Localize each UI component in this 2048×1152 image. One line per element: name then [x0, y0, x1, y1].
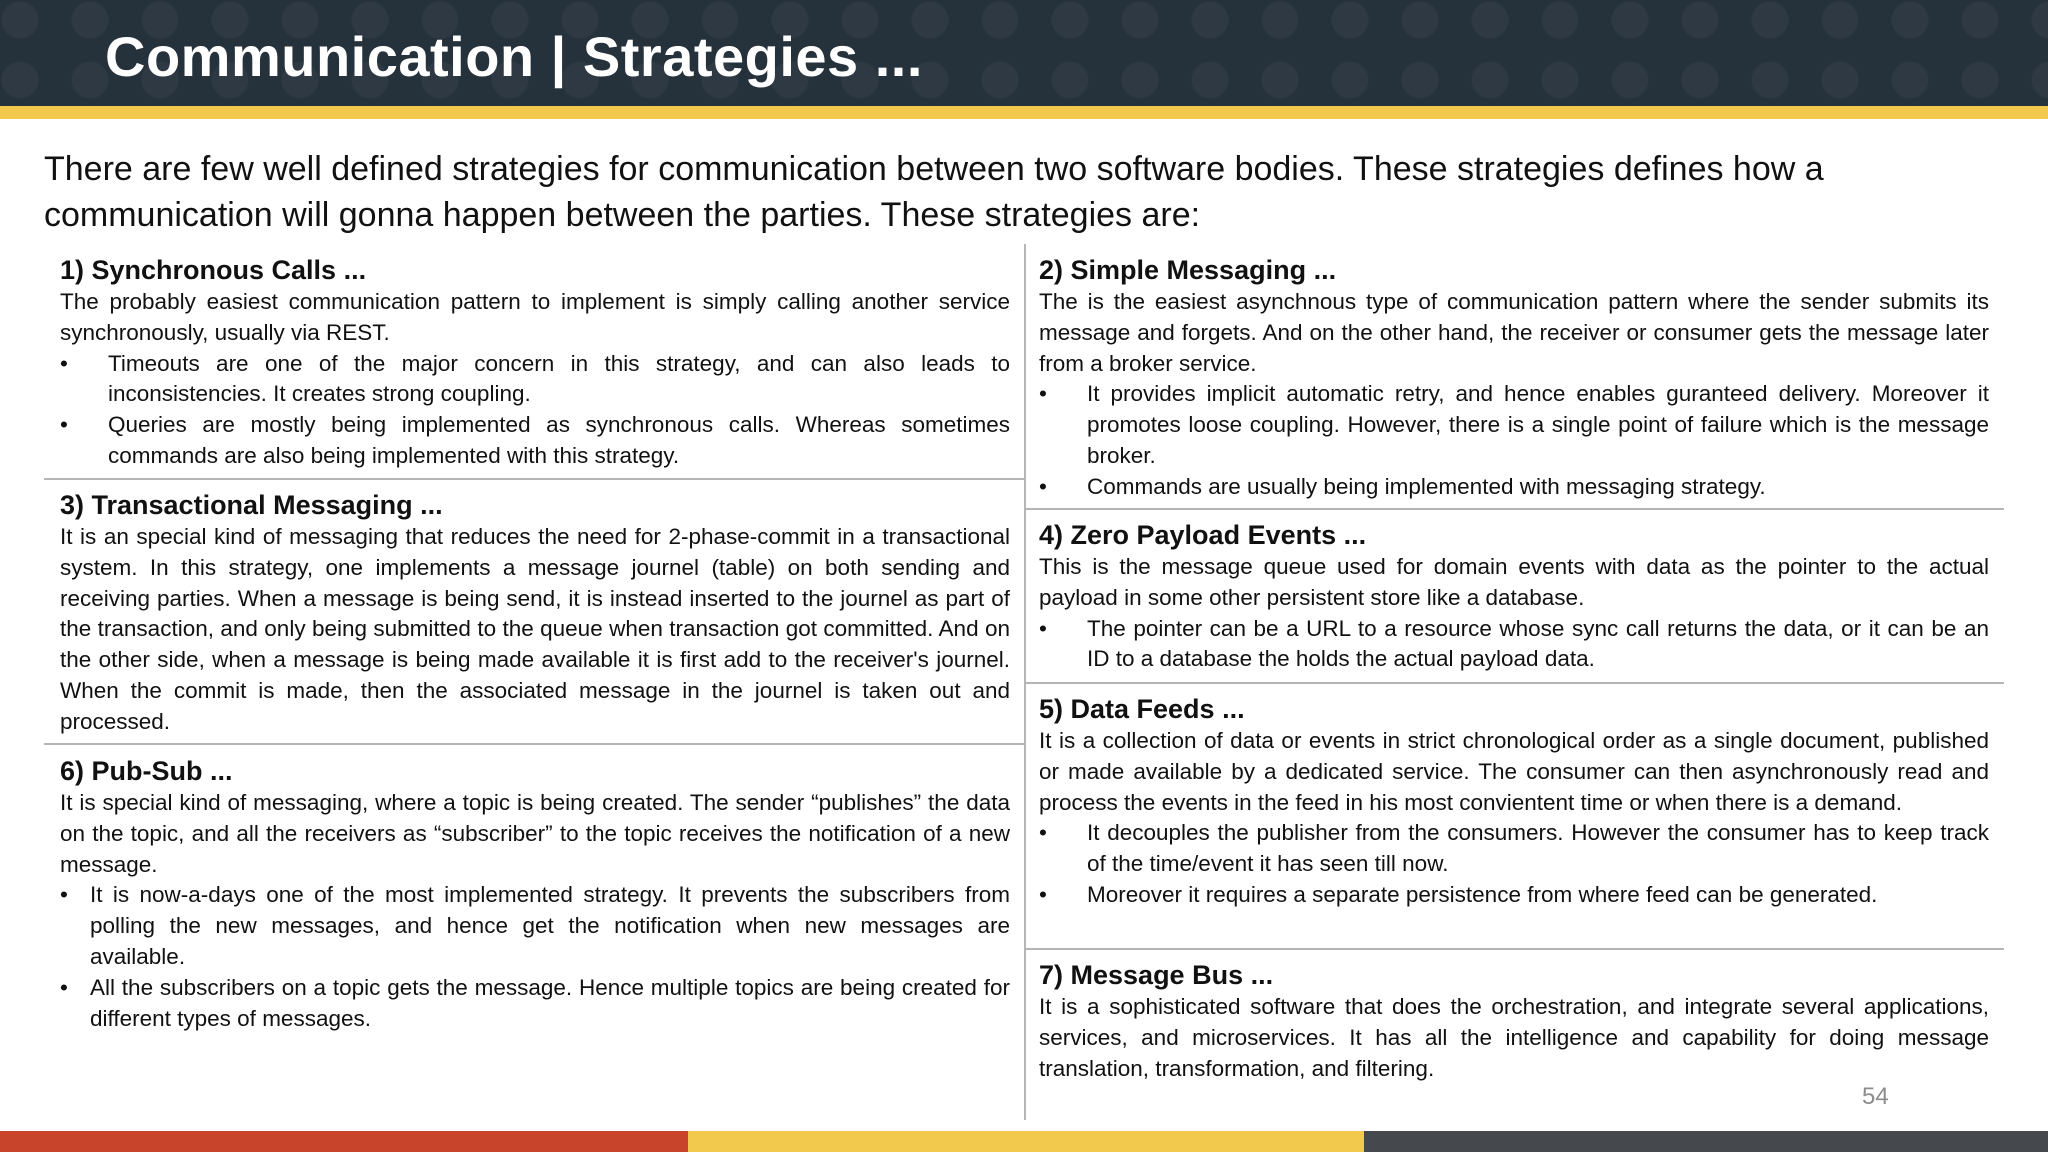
- bullet-icon: •: [1039, 820, 1047, 846]
- bullet-icon: •: [1039, 881, 1047, 907]
- bullet-list: [60, 349, 1010, 472]
- section-text: It is a sophisticated software that does the orchestration, and integrate several applications, services, and microservices. It has all the intelligence and capability for doing message translation, transformation, and filtering.: [1039, 994, 1989, 1081]
- bullet-list: [60, 880, 1010, 1034]
- section-text: This is the message queue used for domain events with data as the pointer to the actual payload in some other persistent store like a database.: [1039, 554, 1989, 610]
- bullet-text: It is now-a-days one of the most implemented strategy. It prevents the subscribers from polling the new messages, and hence get the notification when new messages are available.: [90, 882, 1010, 969]
- bullet-icon: •: [60, 350, 68, 376]
- list-item: [1039, 472, 1989, 503]
- bullet-text: It decouples the publisher from the consumers. However the consumer has to keep track of the time/event it has seen till now.: [1087, 820, 1989, 877]
- section-title: 1) Synchronous Calls ...: [60, 255, 367, 285]
- section-title: 2) Simple Messaging ...: [1039, 255, 1337, 285]
- footer-segment-gray: [1364, 1131, 2048, 1152]
- list-item: [60, 410, 1010, 472]
- divider-right-1: [1025, 508, 2004, 510]
- bullet-text: The pointer can be a URL to a resource whose sync call returns the data, or it can be an ID to a database the holds the actual payload data.: [1087, 615, 1989, 672]
- section-title: 3) Transactional Messaging ...: [60, 490, 443, 520]
- bullet-text: It provides implicit automatic retry, and hence enables guranteed delivery. Moreover it promotes loose coupling. However, there is a single point of failure which is the message broker.: [1087, 381, 1989, 468]
- list-item: [1039, 614, 1989, 676]
- bullet-icon: •: [1039, 473, 1047, 499]
- bullet-icon: •: [60, 412, 68, 438]
- bullet-list: [1039, 379, 1989, 502]
- list-item: [60, 349, 1010, 411]
- list-item: [60, 973, 1010, 1035]
- section-text: The is the easiest asynchnous type of communication pattern where the sender submits its message and forgets. And on the other hand, the receiver or consumer gets the message later from a broker service.: [1039, 289, 1989, 376]
- intro-paragraph: There are few well defined strategies for communication between two software bodies. These strategies defines how a communication will gonna happen between the parties. These strategies are:: [44, 150, 1824, 234]
- section-title: 6) Pub-Sub ...: [60, 756, 233, 786]
- section-text: It is a collection of data or events in strict chronological order as a single document, published or made available by a dedicated service. The consumer can then asynchronously read and process the events in the feed in his most convientent time or when there is a demand.: [1039, 728, 1989, 815]
- bullet-text: Timeouts are one of the major concern in this strategy, and can also leads to inconsistencies. It creates strong coupling.: [108, 350, 1010, 407]
- bullet-icon: •: [60, 974, 68, 1000]
- header-accent-bar: [0, 106, 2048, 119]
- divider-left-1: [44, 478, 1024, 480]
- section-text: The probably easiest communication pattern to implement is simply calling another service synchronously, usually via REST.: [60, 289, 1010, 345]
- bullet-text: Queries are mostly being implemented as synchronous calls. Whereas sometimes commands are also being implemented with this strategy.: [108, 412, 1010, 468]
- bullet-icon: •: [1039, 615, 1047, 641]
- section-zero-payload-events: [1039, 518, 1989, 675]
- list-item: [1039, 379, 1989, 471]
- bullet-icon: •: [60, 882, 68, 908]
- bullet-text: Moreover it requires a separate persistence from where feed can be generated.: [1087, 881, 1878, 907]
- footer-segment-yellow: [688, 1131, 1364, 1152]
- section-title: 7) Message Bus ...: [1039, 960, 1274, 990]
- section-message-bus: [1039, 958, 1989, 1084]
- divider-right-2: [1025, 682, 2004, 684]
- list-item: [60, 880, 1010, 972]
- section-simple-messaging: [1039, 253, 1989, 503]
- section-transactional-messaging: [60, 488, 1010, 738]
- list-item: [1039, 880, 1989, 911]
- divider-right-3: [1025, 948, 2004, 950]
- divider-left-2: [44, 743, 1024, 745]
- slide-header: [0, 0, 2048, 106]
- section-text: It is an special kind of messaging that reduces the need for 2-phase-commit in a transactional system. In this strategy, one implements a message journel (table) on both sending and receiving parties. When a message is being send, it is instead inserted to the journel as part of the transaction, and only being submitted to the queue when transaction got committed. And on the other side, when a message is being made available it is first add to the receiver's journel. When the commit is made, then the associated message in the journel is taken out and processed.: [60, 524, 1010, 734]
- list-item: [1039, 818, 1989, 880]
- section-pub-sub: [60, 754, 1010, 1034]
- footer-color-bar: [0, 1131, 2048, 1152]
- page-number: 54: [1862, 1083, 1889, 1110]
- bullet-text: All the subscribers on a topic gets the message. Hence multiple topics are being created for different types of messages.: [90, 974, 1010, 1031]
- section-title: 5) Data Feeds ...: [1039, 694, 1245, 724]
- section-data-feeds: [1039, 692, 1989, 911]
- bullet-list: [1039, 614, 1989, 676]
- section-title: 4) Zero Payload Events ...: [1039, 520, 1367, 550]
- slide-title: Communication | Strategies ...: [105, 25, 923, 88]
- bullet-text: Commands are usually being implemented with messaging strategy.: [1087, 473, 1766, 499]
- section-synchronous-calls: [60, 253, 1010, 472]
- footer-segment-red: [0, 1131, 688, 1152]
- bullet-icon: •: [1039, 381, 1047, 407]
- bullet-list: [1039, 818, 1989, 910]
- section-text: It is special kind of messaging, where a topic is being created. The sender “publishes” the data on the topic, and all the receivers as “subscriber” to the topic receives the notification of a new message.: [60, 790, 1010, 877]
